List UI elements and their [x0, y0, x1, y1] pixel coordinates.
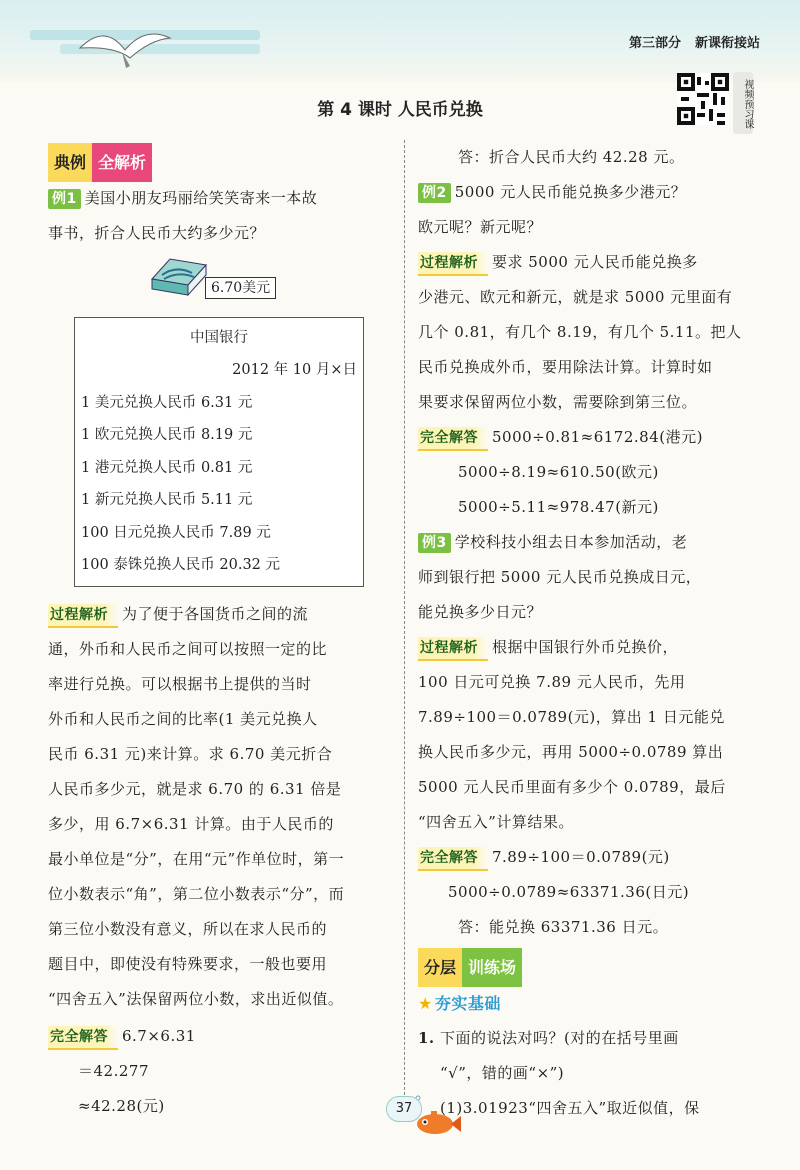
text-line: 师到银行把 5000 元人民币兑换成日元， — [418, 568, 702, 586]
text-line: “√”，错的画“×”) — [440, 1063, 565, 1082]
right-column — [418, 140, 763, 1126]
star-icon: ★ — [418, 993, 433, 1013]
example-tag: 例2 — [418, 183, 451, 203]
page-number: 37 — [386, 1096, 422, 1122]
section-heading-practice — [418, 953, 522, 981]
question-1 — [418, 1021, 763, 1056]
heading-part: 全解析 — [92, 143, 152, 182]
fish-submarine-icon — [413, 1108, 461, 1136]
text-line: 位小数表示“角”，第二位小数表示“分”，而 — [48, 884, 345, 903]
text-line: 要求 5000 元人民币能兑换多 — [492, 253, 698, 271]
book-icon — [148, 255, 208, 299]
text-line: 外币和人民币之间的比率(1 美元兑换人 — [48, 709, 318, 728]
text-line: ≈42.28(元) — [78, 1096, 165, 1115]
lesson-title: 第 4 课时 人民币兑换 — [317, 100, 483, 120]
rate-row: 1 港元兑换人民币 0.81 元 — [81, 459, 253, 476]
text-line: 100 日元可兑换 7.89 元人民币，先用 — [418, 673, 686, 691]
text-line: 换人民币多少元，再用 5000÷0.0789 算出 — [418, 743, 724, 761]
text-line: 率进行兑换。可以根据书上提供的当时 — [48, 674, 312, 693]
text-line: ＝42.277 — [78, 1061, 149, 1080]
header-band — [0, 0, 800, 82]
text-line: 5000 元人民币里面有多少个 0.0789，最后 — [418, 778, 726, 796]
text-line: 民币兑换成外币，要用除法计算。计算时如 — [418, 358, 713, 376]
text-line: 学校科技小组去日本参加活动，老 — [454, 533, 688, 551]
text-line: 5000÷8.19≈610.50(欧元) — [458, 463, 659, 481]
text-line: 7.89÷100＝0.0789(元)，算出 1 日元能兑 — [418, 708, 725, 726]
text-line: 答：折合人民币大约 42.28 元。 — [458, 148, 685, 166]
subsection-label: 新课衔接站 — [694, 36, 760, 51]
text-line: 人民币多少元，就是求 6.70 的 6.31 倍是 — [48, 779, 342, 798]
text-line: 为了便于各国货币之间的流 — [122, 604, 309, 623]
text-line: 美国小朋友玛丽给笑笑寄来一本故 — [84, 188, 318, 207]
text-line: 题目中，即使没有特殊要求，一般也要用 — [48, 954, 328, 973]
text-line: 答：能兑换 63371.36 日元。 — [458, 918, 669, 936]
qr-code-icon[interactable] — [677, 73, 729, 125]
rate-row: 100 日元兑换人民币 7.89 元 — [81, 524, 271, 541]
text-line: 民币 6.31 元)来计算。求 6.70 美元折合 — [48, 744, 333, 763]
text-line: 能兑换多少日元？ — [418, 603, 543, 621]
seagull-icon — [70, 18, 180, 78]
rate-row: 100 泰铢兑换人民币 20.32 元 — [81, 557, 281, 573]
answer-label: 完全解答 — [418, 427, 488, 451]
text-line: 欧元呢？新元呢？ — [418, 218, 543, 236]
analysis-block — [48, 597, 390, 1017]
left-column — [48, 140, 390, 1124]
text-line: 果要求保留两位小数，需要除到第三位。 — [418, 393, 698, 411]
analysis-label: 过程解析 — [418, 252, 488, 276]
example-tag: 例3 — [418, 533, 451, 553]
analysis-label: 过程解析 — [48, 604, 118, 628]
answer-block — [48, 1019, 390, 1124]
book-price: 6.70美元 — [205, 277, 276, 299]
bank-rate-board — [74, 317, 364, 587]
text-line: (1)3.01923“四舍五入”取近似值，保 — [440, 1098, 700, 1117]
text-line: 多少，用 6.7×6.31 计算。由于人民币的 — [48, 814, 334, 833]
example1-text — [48, 181, 390, 216]
bank-title: 中国银行 — [190, 329, 248, 346]
text-line: 第三位小数没有意义，所以在求人民币的 — [48, 919, 328, 938]
answer-label: 完全解答 — [48, 1026, 118, 1050]
qr-label: 视频预习课 — [733, 72, 753, 134]
section-heading-examples — [48, 148, 152, 176]
basics-heading-text: 夯实基础 — [434, 993, 501, 1013]
heading-part: 训练场 — [462, 948, 522, 987]
rate-row: 1 新元兑换人民币 5.11 元 — [81, 492, 253, 508]
basics-heading — [418, 986, 763, 1021]
analysis-label: 过程解析 — [418, 637, 488, 661]
header-section — [629, 32, 760, 51]
heading-part: 典例 — [48, 143, 92, 182]
text-line: 5000÷5.11≈978.47(新元) — [458, 498, 659, 516]
text-line: 下面的说法对吗？(对的在括号里画 — [439, 1028, 679, 1047]
text-line: 通，外币和人民币之间可以按照一定的比 — [48, 639, 328, 658]
example-tag: 例1 — [48, 189, 81, 209]
question-number: 1. — [418, 1028, 435, 1047]
book-illustration — [48, 251, 390, 309]
text-line: 6.7×6.31 — [122, 1026, 196, 1045]
rate-row: 1 欧元兑换人民币 8.19 元 — [81, 427, 253, 443]
bank-date: 2012 年 10 月×日 — [232, 362, 357, 378]
column-divider — [404, 140, 405, 1100]
text-line: 少港元、欧元和新元，就是求 5000 元里面有 — [418, 288, 733, 306]
text-line: 5000÷0.0789≈63371.36(日元) — [448, 883, 690, 901]
text-line: “四舍五入”计算结果。 — [418, 813, 574, 831]
text-line: 5000÷0.81≈6172.84(港元) — [492, 428, 703, 446]
rate-row: 1 美元兑换人民币 6.31 元 — [81, 394, 253, 411]
text-line: 7.89÷100＝0.0789(元) — [492, 848, 670, 866]
text-line: “四舍五入”法保留两位小数，求出近似值。 — [48, 989, 344, 1008]
text-line: 事书，折合人民币大约多少元？ — [48, 223, 266, 242]
text-line: 根据中国银行外币兑换价， — [492, 638, 679, 656]
text-line: 最小单位是“分”，在用“元”作单位时，第一 — [48, 849, 345, 868]
heading-part: 分层 — [418, 948, 462, 987]
text-line: 5000 元人民币能兑换多少港元？ — [454, 183, 687, 201]
text-line: 几个 0.81，有几个 8.19，有几个 5.11。把人 — [418, 323, 742, 341]
answer-label: 完全解答 — [418, 847, 488, 871]
section-label: 第三部分 — [628, 36, 681, 51]
